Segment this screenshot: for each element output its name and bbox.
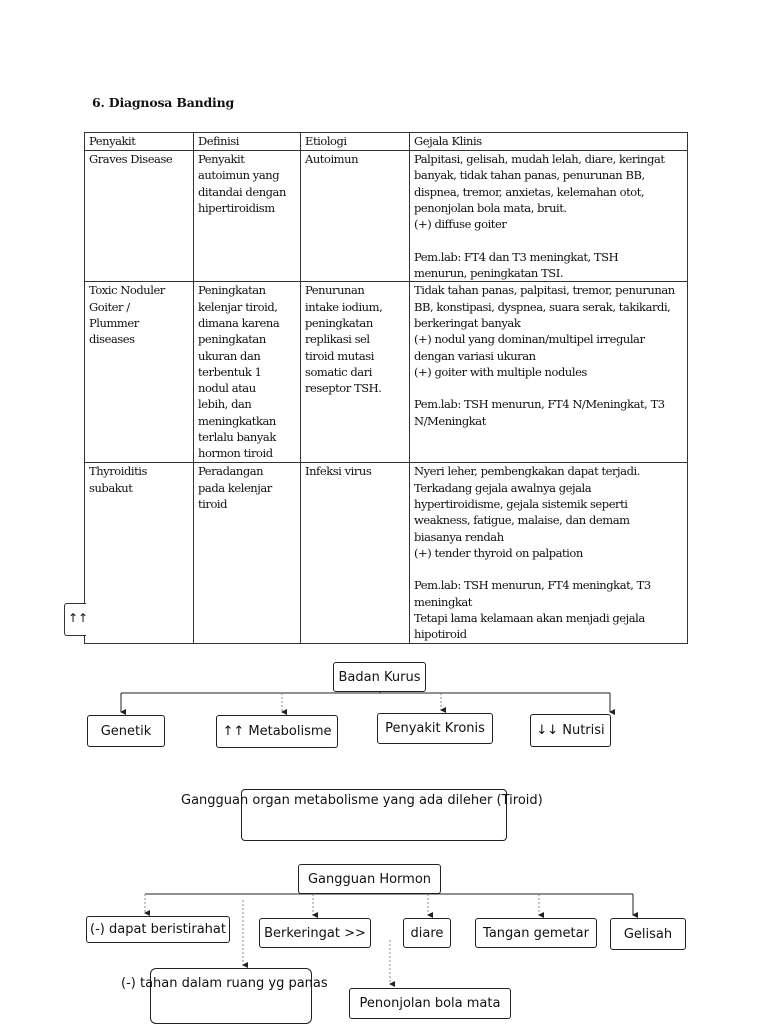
cell-definisi: Peningkatan kelenjar tiroid, dimana karena peningkatan ukuran dan terbentuk 1 nodul atau lebih, dan meningkatkan terlalu banyak hormon tiroid — [194, 282, 301, 463]
cell-definisi: Peradangan pada kelenjar tiroid — [194, 463, 301, 643]
tiroid-label: Gangguan organ metabolisme yang ada dileher (Tiroid) — [181, 793, 543, 808]
metabolisme-box: ↑↑ Metabolisme — [216, 715, 338, 748]
cell-etiologi: Infeksi virus — [301, 463, 410, 643]
penyakit-kronis-box: Penyakit Kronis — [377, 713, 493, 744]
cell-gejala: Nyeri leher, pembengkakan dapat terjadi. Terkadang gejala awalnya gejala hypertiroidisme, gejala sistemik seperti weakness, fatigue, malaise, dan demam biasanya rendah (+) tender thyroid on palpation Pem.lab: TSH menurun, FT4 meningkat, T3 meningkat Tetapi lama kelamaan akan menjadi gejala hipotiroid — [410, 463, 688, 643]
cell-gejala: Palpitasi, gelisah, mudah lelah, diare, keringat banyak, tidak tahan panas, penurunan BB, dispnea, tremor, anxietas, kelemahan otot, penonjolan bola mata, bruit. (+) diffuse goiter Pem.lab: FT4 dan T3 meningkat, TSH menurun, peningkatan TSI. — [410, 151, 688, 282]
nutrisi-box: ↓↓ Nutrisi — [530, 714, 611, 747]
section-heading: 6. Diagnosa Banding — [92, 95, 235, 110]
header-gejala-klinis: Gejala Klinis — [410, 133, 688, 151]
cell-definisi: Penyakit autoimun yang ditandai dengan hipertiroidism — [194, 151, 301, 282]
tangan-gemetar-box: Tangan gemetar — [475, 918, 597, 948]
cell-penyakit: Toxic Noduler Goiter / Plummer diseases — [85, 282, 194, 463]
badan-kurus-box: Badan Kurus — [333, 662, 426, 692]
genetik-box: Genetik — [87, 715, 165, 747]
partial-metabolisme-box: ↑↑ — [64, 603, 86, 636]
diare-box: diare — [403, 918, 451, 948]
beristirahat-box: (-) dapat beristirahat — [86, 916, 230, 943]
gelisah-box: Gelisah — [610, 918, 686, 950]
cell-penyakit: Graves Disease — [85, 151, 194, 282]
gangguan-hormon-box: Gangguan Hormon — [298, 864, 441, 894]
cell-gejala: Tidak tahan panas, palpitasi, tremor, penurunan BB, konstipasi, dyspnea, suara serak, takikardi, berkeringat banyak (+) nodul yang dominan/multipel irregular dengan variasi ukuran (+) goiter with multiple nodules Pem.lab: TSH menurun, FT4 N/Meningkat, T3 N/Meningkat — [410, 282, 688, 463]
penonjolan-bola-mata-box: Penonjolan bola mata — [349, 988, 511, 1019]
header-etiologi: Etiologi — [301, 133, 410, 151]
cell-etiologi: Penurunan intake iodium, peningkatan replikasi sel tiroid mutasi somatic dari reseptor TSH. — [301, 282, 410, 463]
header-definisi: Definisi — [194, 133, 301, 151]
cell-penyakit: Thyroiditis subakut — [85, 463, 194, 643]
header-penyakit: Penyakit — [85, 133, 194, 151]
tahan-panas-label: (-) tahan dalam ruang yg panas — [121, 976, 328, 991]
berkeringat-box: Berkeringat >> — [259, 918, 371, 948]
cell-etiologi: Autoimun — [301, 151, 410, 282]
